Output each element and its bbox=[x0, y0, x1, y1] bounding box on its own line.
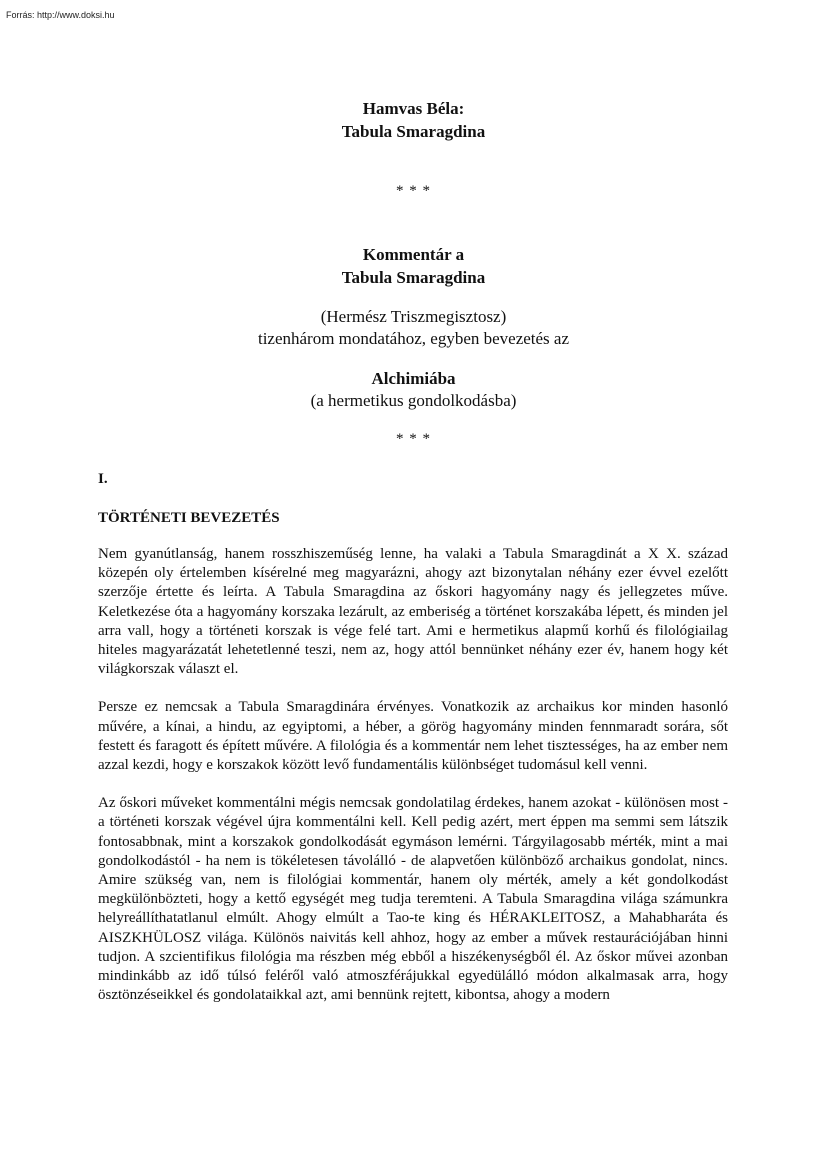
body-text bbox=[98, 545, 728, 1005]
title-author: Hamvas Béla: bbox=[362, 99, 465, 118]
subtitle-line6: (a hermetikus gondolkodásba) bbox=[310, 391, 517, 410]
source-line: Forrás: http://www.doksi.hu bbox=[6, 10, 115, 20]
subtitle-line5: Alchimiába bbox=[371, 369, 456, 388]
paragraph-1: Nem gyanútlanság, hanem rosszhiszeműség lenne, ha valaki a Tabula Smaragdinát a X X. század közepén oly értelemben kísérelné meg magyarázni, ahogy azt bizonytalan néhány ezer évvel ezelőtt szerzője értette és leírta. A Tabula Smaragdina az őskori hagyomány nagy és jellegzetes műve. Keletkezése óta a hagyomány korszaka lezárult, az emberiség a történet korszakába lépett, és minden jel arra vall, hogy a történeti korszak is vége felé tart. Ami e hermetikus alapmű korhű és filológiailag hiteles magyarázatát lehetetlenné teszi, nem az, hogy attól bennünket néhány ezer év, hanem hogy két világkorszak választ el. bbox=[98, 546, 728, 678]
subtitle-line4: tizenhárom mondatához, egyben bevezetés az bbox=[257, 329, 570, 348]
section-number: I. bbox=[98, 471, 108, 487]
separator-bottom: * * * bbox=[396, 431, 431, 447]
section-heading: TÖRTÉNETI BEVEZETÉS bbox=[98, 510, 280, 526]
paragraph-3: Az őskori műveket kommentálni mégis nemcsak gondolatilag érdekes, hanem azokat - különösen most - a történeti korszak végével újra kommentálni kell. Kell pedig azért, mert éppen ma semmi sem látszik fontosabbnak, mint a korszakok gondolkodását egymáson lemérni. Tárgyilagosabb mérték, mint a mai gondolkodástól - ha nem is tökéletesen távolálló - de alapvetően különböző archaikus gondolat, nincs. Amire szükség van, nem is filológiai kommentár, hanem oly mérték, amely a két gondolkodást megkülönbözteti, hogy a kettő egységét meg tudja teremteni. A Tabula Smaragdina világa számunkra helyreállíthatatlanul elmúlt. Ahogy elmúlt a Tao-te king és HÉRAKLEITOSZ, a Mahabharáta és AISZKHÜLOSZ világa. Különös naivitás kell ahhoz, hogy az ember a művek restaurációjában hinni tudjon. A szcientifikus filológia ma részben még ebből a hiszékenységből él. Az őskor művei azonban mindinkább az idő túlsó feléről való atmoszférájukkal egyedülálló módon alkalmasak arra, hogy ösztönzéseikkel és gondolataikkal azt, ami bennünk rejtett, kibontsa, ahogy a modern bbox=[98, 795, 728, 1004]
separator-top: * * * bbox=[396, 183, 431, 199]
paragraph-2: Persze ez nemcsak a Tabula Smaragdinára érvényes. Vonatkozik az archaikus kor minden hasonló művére, a kínai, a hindu, az egyiptomi, a héber, a görög hagyomány minden fennmaradt sorára, sőt festett és faragott és épített művére. A filológia és a kommentár nem lehet tisztességes, ha az ember nem azzal kezdi, hogy e korszakok között levő fundamentális különbséget tudomásul kell venni. bbox=[98, 699, 728, 774]
title-work: Tabula Smaragdina bbox=[341, 122, 486, 141]
subtitle-line2: Tabula Smaragdina bbox=[341, 268, 486, 287]
subtitle-line3: (Hermész Triszmegisztosz) bbox=[320, 307, 507, 326]
subtitle-line1: Kommentár a bbox=[362, 245, 465, 264]
